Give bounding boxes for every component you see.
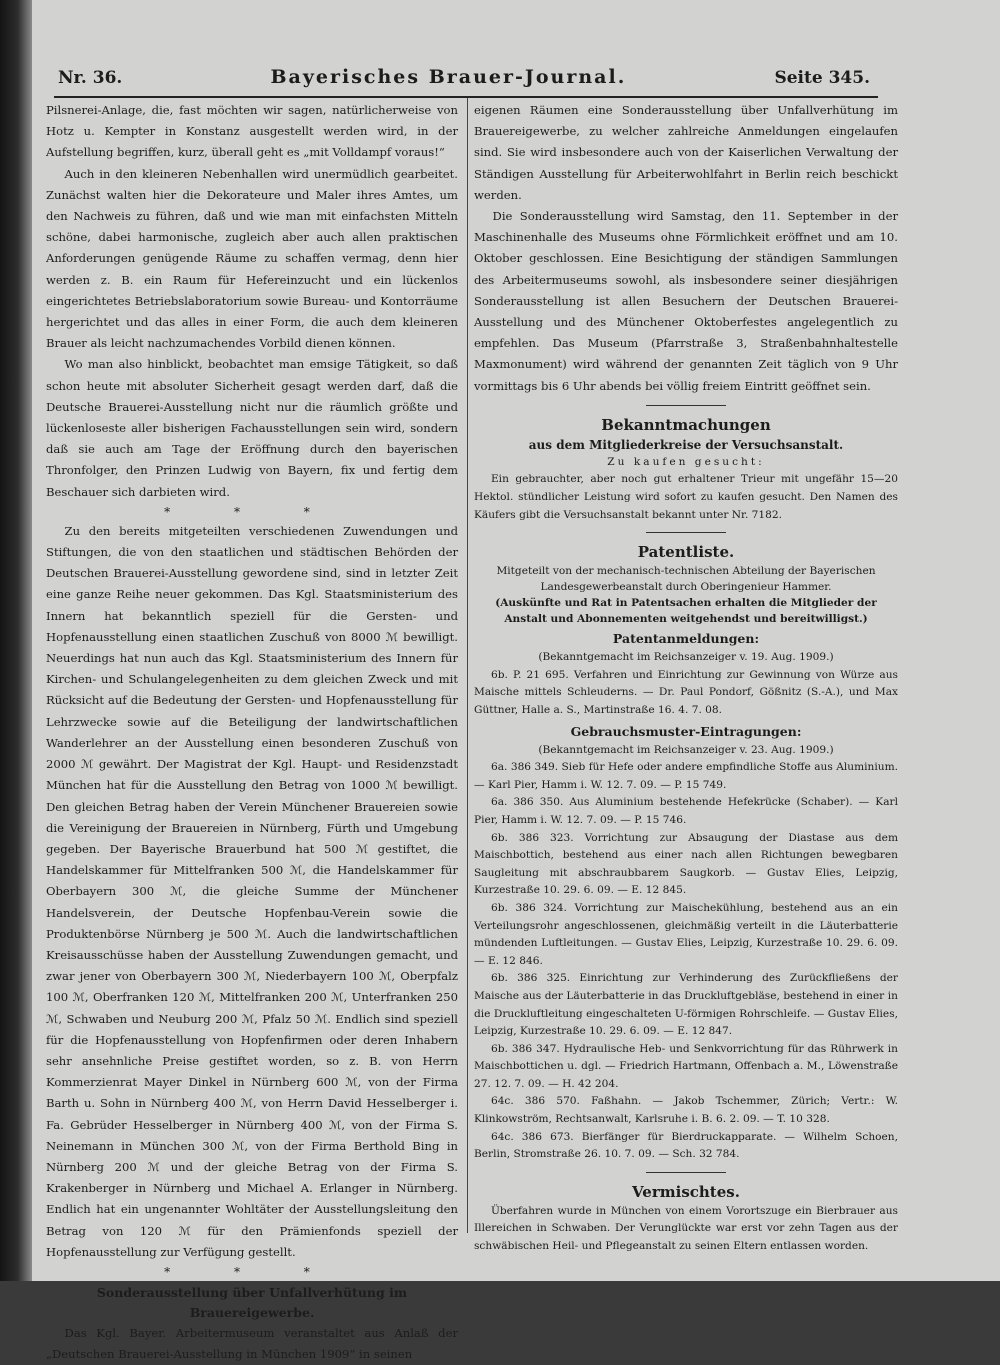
utility-model-entry: 6b. 386 325. Einrichtung zur Verhinderung des Zurückfließens der Maische aus der Läuterbatterie in das Druckluftgebläse, bestehend in einer in die Druckluftleitung eingeschalteten U-förmigen Rohrschleife. — Gustav Elies, Leipzig, Kurzestraße 10. 29. 6. 09. — E. 12 847. bbox=[474, 972, 898, 1038]
patent-entry: 6b. P. 21 695. Verfahren und Einrichtung zur Gewinnung von Würze aus Maische mittels Schleuderns. — Dr. Paul Pondorf, Gößnitz (S.-A.), und Max Güttner, Halle a. S., Martinstraße 16. 4. 7. 08. bbox=[474, 668, 898, 716]
announcements-section bbox=[474, 414, 898, 524]
section-separator: * * * bbox=[164, 504, 340, 519]
journal-page bbox=[32, 0, 1000, 1362]
header-rule bbox=[54, 96, 878, 98]
paragraph: Wo man also hinblickt, beobachtet man emsige Tätigkeit, so daß schon heute mit absoluter Sicherheit gesagt werden darf, daß die Deutsche Brauerei-Ausstellung nicht nur die räumlich größte und lückenloseste aller bisherigen Fachausstellungen sein wird, sondern daß sie auch am Tage der Eröffnung durch den bayerischen Thronfolger, den Prinzen Ludwig von Bayern, fix und fertig dem Beschauer sich darbieten wird. bbox=[46, 357, 458, 499]
announcement-text: Ein gebrauchter, aber noch gut erhaltener Trieur mit ungefähr 15—20 Hektol. stündlicher Leistung wird sofort zu kaufen gesucht. Den Namen des Käufers gibt die Versuchsanstalt bekannt unter Nr. 7182. bbox=[474, 473, 898, 521]
applications-heading: Patentanmeldungen: bbox=[612, 631, 760, 647]
left-column bbox=[46, 100, 458, 1365]
section-rule bbox=[646, 532, 726, 533]
miscellaneous-title: Vermischtes. bbox=[632, 1182, 740, 1201]
wanted-label: Zu kaufen gesucht: bbox=[607, 455, 765, 468]
announcements-subtitle: aus dem Mitgliederkreise der Versuchsanstalt. bbox=[528, 437, 844, 452]
patent-list-note: (Auskünfte und Rat in Patentsachen erhalten die Mitglieder der Anstalt und Abonnementen weitgehendst und bereitwilligst.) bbox=[495, 597, 877, 626]
announcements-title: Bekanntmachungen bbox=[601, 415, 771, 434]
section-rule bbox=[646, 1172, 726, 1173]
paragraph: Zu den bereits mitgeteilten verschiedenen Zuwendungen und Stiftungen, die von den staatlichen und städtischen Behörden der Deutschen Brauerei-Ausstellung gewordene sind, sind in letzter Zeit eine ganze Reihe neuer gekommen. Das Kgl. Staatsministerium des Innern hat bekanntlich speziell für die Gersten- und Hopfenausstellung einen staatlichen Zuschuß von 8000 ℳ bewilligt. Neuerdings hat nun auch das Kgl. Staatsministerium des Innern für Kirchen- und Schulangelegenheiten zu dem gleichen Zweck und mit Rücksicht auf die Bedeutung der Gersten- und Hopfenausstellung für Lehrzwecke sowie auf die Beteiligung der landwirtschaftlichen Wanderlehrer an der Ausstellung einen besonderen Zuschuß von 2000 ℳ gewährt. Der Magistrat der Kgl. Haupt- und Residenzstadt München hat für die Ausstellung den Betrag von 1000 ℳ bewilligt. Den gleichen Betrag haben der Verein Münchener Brauereien sowie die Vereinigung der Brauereien in Nürnberg, Fürth und Umgebung gegeben. Der Bayerische Brauerbund hat 500 ℳ gestiftet, die Handelskammer für Mittelfranken 500 ℳ, die Handelskammer für Oberbayern 300 ℳ, die gleiche Summe der Münchener Handelsverein, der Deutsche Hopfenbau-Verein sowie die Produktenbörse Nürnberg je 500 ℳ. Auch die landwirtschaftlichen Kreisausschüsse haben der Ausstellung Zuwendungen gemacht, und zwar jener von Oberbayern 300 ℳ, Niederbayern 100 ℳ, Oberpfalz 100 ℳ, Oberfranken 120 ℳ, Mittelfranken 200 ℳ, Unterfranken 250 ℳ, Schwaben und Neuburg 200 ℳ, Pfalz 50 ℳ. Endlich sind speziell für die Hopfenausstellung von Hopfenfirmen oder deren Inhabern sehr ansehnliche Preise gestiftet worden, so z. B. von Herrn Kommerzienrat Mayer Dinkel in Nürnberg 600 ℳ, von der Firma Barth u. Sohn in Nürnberg 400 ℳ, von Herrn David Hesselberger i. Fa. Gebrüder Hesselberger in Nürnberg 400 ℳ, von der Firma S. Neinemann in München 300 ℳ, von der Firma Berthold Bing in Nürnberg 200 ℳ und der gleiche Betrag von der Firma S. Krakenberger in Nürnberg und Michael A. Erlanger in Nürnberg. Endlich hat ein ungenannter Wohltäter der Ausstellungsleitung den Betrag von 120 ℳ für den Prämienfonds speziell der Hopfenausstellung zur Verfügung gestellt. bbox=[46, 523, 458, 1259]
issue-number: Nr. 36. bbox=[58, 68, 123, 88]
utility-model-entry: 6a. 386 350. Aus Aluminium bestehende Hefekrücke (Schaber). — Karl Pier, Hamm i. W. 12. 7. 09. — P. 15 746. bbox=[474, 796, 898, 826]
section-rule bbox=[646, 405, 726, 406]
paragraph: Die Sonderausstellung wird Samstag, den 11. September in der Maschinenhalle des Museums ohne Förmlichkeit eröffnet und am 10. Oktober geschlossen. Eine Besichtigung der ständigen Sammlungen des Arbeitermuseums sowohl, als insbesondere seiner diesjährigen Sonderausstellung ist allen Besuchern der Deutschen Brauerei-Ausstellung und des Münchener Oktoberfestes angelegentlich zu empfehlen. Das Museum (Pfarrstraße 3, Straßenbahnhaltestelle Maxmonument) wird während der genannten Zeit täglich von 9 Uhr vormittags bis 6 Uhr abends bei völlig freiem Eintritt geöffnet sein. bbox=[474, 209, 898, 393]
applications-source: (Bekanntgemacht im Reichsanzeiger v. 19. Aug. 1909.) bbox=[538, 651, 834, 664]
utility-model-entry: 64c. 386 570. Faßhahn. — Jakob Tschemmer, Zürich; Vertr.: W. Klinkowström, Rechtsanwalt, Karlsruhe i. B. 6. 2. 09. — T. 10 328. bbox=[474, 1095, 898, 1126]
paragraph: eigenen Räumen eine Sonderausstellung über Unfallverhütung im Brauereigewerbe, zu welcher zahlreiche Anmeldungen eingelaufen sind. Sie wird insbesondere auch von der Kaiserlichen Verwaltung der Ständigen Ausstellung für Arbeiterwohlfahrt in Berlin reich beschickt werden. bbox=[474, 103, 898, 202]
book-binding-edge bbox=[0, 0, 32, 1281]
paragraph: Pilsnerei-Anlage, die, fast möchten wir sagen, natürlicherweise von Hotz u. Kempter in Konstanz ausgestellt werden wird, in der Aufstellung begriffen, kurz, überall geht es „mit Volldampf voraus!“ bbox=[46, 103, 458, 160]
utility-models-source: (Bekanntgemacht im Reichsanzeiger v. 23. Aug. 1909.) bbox=[538, 743, 834, 756]
page-number: Seite 345. bbox=[774, 68, 870, 88]
section-heading: Sonderausstellung über Unfallverhütung im Brauereigewerbe. bbox=[96, 1284, 408, 1320]
journal-title: Bayerisches Brauer-Journal. bbox=[270, 66, 627, 88]
utility-model-entry: 6b. 386 323. Vorrichtung zur Absaugung der Diastase aus dem Maischbottich, bestehend aus einer nach allen Richtungen bewegbaren Saugleitung mit abschraubbarem Saugkorb. — Gustav Elies, Leipzig, Kurzestraße 10. 29. 6. 09. — E. 12 845. bbox=[474, 831, 898, 897]
patent-list-title: Patentliste. bbox=[637, 543, 735, 562]
utility-model-entry: 6b. 386 347. Hydraulische Heb- und Senkvorrichtung für das Rührwerk in Maischbottichen u. dgl. — Friedrich Hartmann, Offenbach a. M., Löwenstraße 27. 12. 7. 09. — H. 42 204. bbox=[474, 1042, 898, 1090]
running-head bbox=[58, 66, 870, 96]
miscellaneous-text: Überfahren wurde in München von einem Vorortszuge ein Bierbrauer aus Illereichen in Schwaben. Der Verunglückte war erst vor zehn Tagen aus der schwäbischen Heil- und Pflegeanstalt zu seinen Eltern entlassen worden. bbox=[474, 1204, 898, 1253]
miscellaneous-section bbox=[474, 1181, 898, 1256]
paragraph: Das Kgl. Bayer. Arbeitermuseum veranstaltet aus Anlaß der „Deutschen Brauerei-Ausstellung in München 1909“ in seinen bbox=[46, 1325, 458, 1362]
column-divider bbox=[467, 98, 468, 1233]
utility-model-entry: 6b. 386 324. Vorrichtung zur Maischekühlung, bestehend aus an ein Verteilungsrohr angeschlossenen, gleichmäßig verteilt in die Läuterbatterie mündenden Luftleitungen. — Gustav Elies, Leipzig, Kurzestraße 10. 29. 6. 09. — E. 12 846. bbox=[474, 901, 898, 967]
utility-models-heading: Gebrauchsmuster-Eintragungen: bbox=[570, 723, 802, 739]
patent-list-section bbox=[474, 541, 898, 1164]
utility-model-entry: 6a. 386 349. Sieb für Hefe oder andere empfindliche Stoffe aus Aluminium. — Karl Pier, Hamm i. W. 12. 7. 09. — P. 15 749. bbox=[474, 761, 898, 791]
section-separator: * * * bbox=[164, 1264, 340, 1279]
paragraph: Auch in den kleineren Nebenhallen wird unermüdlich gearbeitet. Zunächst walten hier die Dekorateure und Maler ihres Amtes, um den Nachweis zu führen, daß und wie man mit einfachsten Mitteln schöne, dabei harmonische, zugleich aber auch allen praktischen Anforderungen genügende Räume zu schaffen vermag, denn hier werden z. B. ein Raum für Hefereinzucht und ein lückenlos eingerichtetes Betriebslaboratorium sowie Bureau- und Kontorräume hergerichtet und das alles in einer Form, die auch dem kleineren Brauer als leicht nachzumachendes Vorbild dienen können. bbox=[46, 166, 458, 351]
right-column bbox=[474, 100, 898, 1256]
patent-list-intro: Mitgeteilt von der mechanisch-technischen Abteilung der Bayerischen Landesgewerbeanstalt durch Oberingenieur Hammer. bbox=[496, 565, 876, 594]
utility-model-entry: 64c. 386 673. Bierfänger für Bierdruckapparate. — Wilhelm Schoen, Berlin, Stromstraße 26. 10. 7. 09. — Sch. 32 784. bbox=[474, 1130, 898, 1161]
